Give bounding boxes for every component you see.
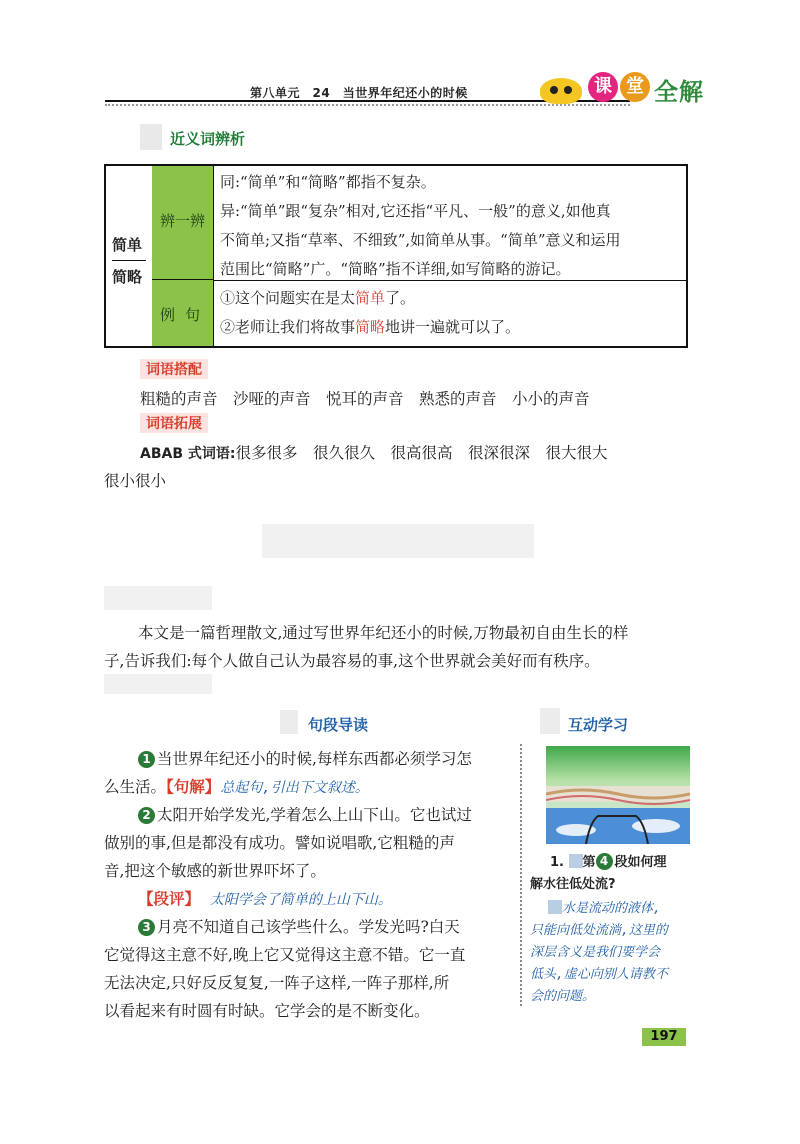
sentence-note-tag: 【句解】 [166, 778, 221, 796]
example-text: 地讲一遍就可以了。 [385, 318, 521, 336]
summary-line-2: 子,告诉我们:每个人做自己认为最容易的事,这个世界就会美好而有秩序。 [104, 652, 600, 670]
example-sentence-2 [220, 313, 680, 342]
summary-line-1: 本文是一篇哲理散文,通过写世界年纪还小的时候,万物最初自由生长的样 [138, 624, 629, 642]
reading-p1-line1 [138, 744, 472, 774]
reading-p2-line2: 做别的事,但是都没有成功。譬如说唱歌,它粗糙的声 [104, 834, 455, 852]
answer-text: 水是流动的液体, [562, 901, 661, 916]
distinguish-line: 不简单;又指“草率、不细致”,如简单从事。“简单”意义和运用 [220, 231, 621, 249]
answer-line-5: 会的问题。 [530, 989, 596, 1004]
answer-line-4: 低头,虚心向别人请教不 [530, 967, 668, 982]
faded-label [104, 586, 212, 610]
table-row-divider [214, 280, 686, 281]
river-illustration [546, 746, 690, 844]
example-sentence-1 [220, 284, 680, 313]
reading-text: 当世界年纪还小的时候,每样东西都必须学习怎 [157, 750, 472, 768]
synonym-heading: 近义词辨析 [170, 130, 246, 148]
page-number: 197 [642, 1028, 686, 1046]
faded-label [104, 674, 212, 694]
question-marker-icon [569, 854, 583, 868]
distinguish-line: 异:“简单”跟“复杂”相对,它还指“平凡、一般”的意义,如他真 [220, 202, 611, 220]
word-jiandan: 简单 [112, 236, 143, 254]
distinguish-label-cell [152, 166, 214, 280]
paragraph-note: 太阳学会了简单的上山下山。 [209, 892, 392, 908]
sentence-note: 总起句,引出下文叙述。 [220, 780, 369, 796]
example-content [220, 284, 680, 342]
expansion-label: ABAB 式词语: [140, 446, 236, 462]
question-text: 段如何理 [614, 855, 667, 870]
reading-text: 月亮不知道自己该学些什么。学发光吗?白天 [157, 918, 460, 936]
expansion-heading: 词语拓展 [140, 413, 208, 433]
distinguish-line: 同:“简单”和“简略”都指不复杂。 [220, 173, 436, 191]
paragraph-number: 4 [596, 853, 613, 870]
word-separator [112, 260, 146, 261]
example-text: ①这个问题实在是太 [220, 289, 356, 307]
reading-heading: 句段导读 [308, 716, 369, 734]
paragraph-number: 3 [138, 919, 155, 936]
paragraph-number: 1 [138, 751, 155, 768]
paragraph-note-tag: 【段评】 [138, 890, 201, 908]
example-label-cell [152, 280, 214, 346]
faded-banner [262, 524, 534, 558]
example-text: 了。 [385, 289, 416, 307]
synonym-table [104, 164, 688, 348]
question-text: 第 [582, 855, 596, 870]
expansion-line-2: 很小很小 [104, 472, 167, 490]
logo-char-2: 堂 [620, 72, 650, 102]
reading-p1-line2 [104, 772, 369, 803]
reading-p3-line4: 以看起来有时圆有时缺。它学会的是不断变化。 [104, 1002, 430, 1020]
reading-p3-line2: 它觉得这主意不好,晚上它又觉得这主意不错。它一直 [104, 946, 466, 964]
running-header-title: 第八单元 24 当世界年纪还小的时候 [250, 86, 468, 100]
reading-text: 太阳开始学发光,学着怎么上山下山。它也试过 [157, 806, 472, 824]
logo-char-1: 课 [588, 72, 618, 102]
answer-line-3: 深层含义是我们要学会 [530, 945, 661, 960]
highlight-word: 简略 [355, 318, 386, 336]
distinguish-content [220, 168, 680, 284]
reading-p2-comment [138, 884, 392, 915]
expansion-line-1 [140, 438, 608, 469]
book-logo [540, 72, 720, 108]
logo-text: 全解 [654, 78, 704, 106]
reading-p2-line3: 音,把这个敏感的新世界吓坏了。 [104, 862, 326, 880]
answer-line-2: 只能向低处流淌,这里的 [530, 923, 668, 938]
expansion-words: 很多很多 很久很久 很高很高 很深很深 很大很大 [235, 444, 608, 462]
section-marker [540, 708, 560, 734]
question-line-1 [550, 852, 667, 874]
interactive-heading: 互动学习 [568, 716, 629, 734]
question-line-2: 解水往低处流? [530, 877, 616, 892]
paragraph-number: 2 [138, 807, 155, 824]
column-divider [520, 744, 522, 1006]
answer-line-1 [548, 898, 661, 920]
example-label: 例句 [160, 306, 211, 324]
distinguish-label: 辨一辨 [160, 212, 206, 230]
section-marker [280, 710, 298, 734]
reading-p2-line1 [138, 800, 472, 830]
synonym-words-cell [106, 166, 153, 346]
answer-marker-icon [548, 900, 562, 914]
bee-mascot-icon [540, 78, 582, 104]
reading-p3-line3: 无法决定,只好反反复复,一阵子这样,一阵子那样,所 [104, 974, 450, 992]
collocation-heading: 词语搭配 [140, 359, 208, 379]
highlight-word: 简单 [355, 289, 386, 307]
word-jianlue: 简略 [112, 268, 143, 286]
collocation-text: 粗糙的声音 沙哑的声音 悦耳的声音 熟悉的声音 小小的声音 [140, 390, 590, 408]
reading-p3-line1 [138, 912, 460, 942]
reading-text: 么生活。 [104, 778, 167, 796]
example-text: ②老师让我们将故事 [220, 318, 356, 336]
section-marker [140, 124, 162, 150]
distinguish-line: 范围比“简略”广。“简略”指不详细,如写简略的游记。 [220, 260, 571, 278]
question-number: 1. [550, 855, 564, 870]
